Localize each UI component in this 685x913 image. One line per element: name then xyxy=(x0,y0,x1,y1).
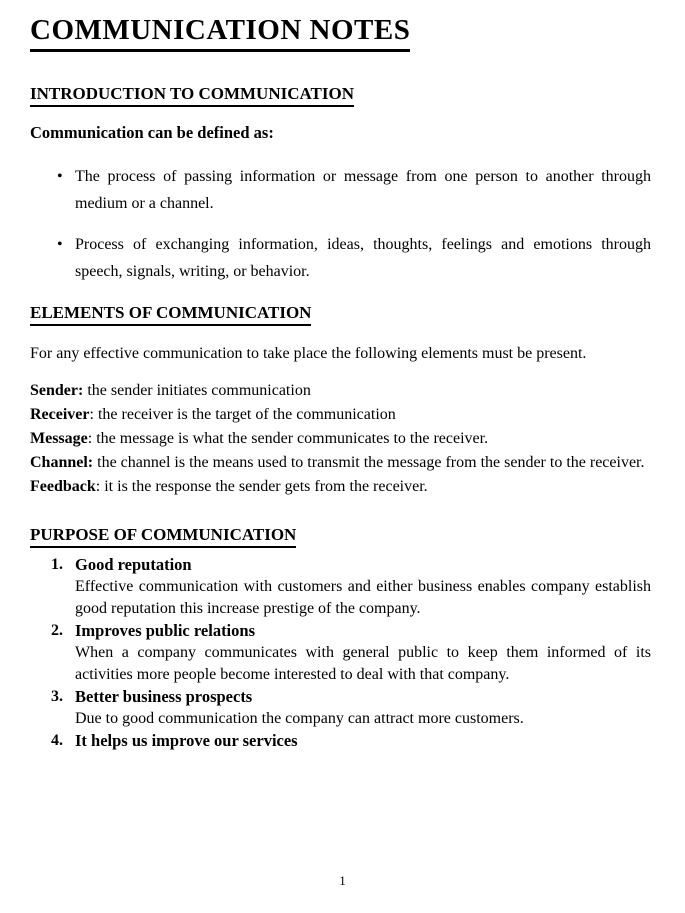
definition-line-receiver xyxy=(30,403,651,427)
section-purpose xyxy=(30,525,651,752)
introduction-lead: Communication can be defined as: xyxy=(30,123,274,142)
purpose-item-title: It helps us improve our services xyxy=(75,731,298,750)
bullet-text: The process of passing information or message from one person to another through medium or a channel. xyxy=(75,168,651,212)
document-title: COMMUNICATION NOTES xyxy=(30,14,410,52)
section-introduction xyxy=(30,84,651,285)
list-item xyxy=(51,730,651,752)
introduction-heading: INTRODUCTION TO COMMUNICATION xyxy=(30,84,354,107)
definition-line-message xyxy=(30,427,651,451)
definition-text: : the receiver is the target of the communication xyxy=(89,406,396,423)
list-item xyxy=(57,163,651,217)
bullet-text: Process of exchanging information, ideas, thoughts, feelings and emotions through speech, signals, writing, or behavior. xyxy=(75,236,651,280)
purpose-item-body: Due to good communication the company can attract more customers. xyxy=(75,710,524,727)
list-number: 4. xyxy=(51,732,63,749)
purpose-item-title: Better business prospects xyxy=(75,687,253,706)
list-item xyxy=(51,620,651,686)
definition-term: Sender: xyxy=(30,382,84,399)
purpose-numbered-list xyxy=(30,554,651,752)
definition-text: the channel is the means used to transmit the message from the sender to the receiver. xyxy=(93,454,645,471)
definition-term: Feedback xyxy=(30,478,96,495)
definition-bullet-list xyxy=(30,163,651,285)
elements-lead: For any effective communication to take place the following elements must be present. xyxy=(30,345,587,362)
list-number: 1. xyxy=(51,556,63,573)
purpose-heading: PURPOSE OF COMMUNICATION xyxy=(30,525,296,548)
bullet-icon: • xyxy=(57,236,63,253)
bullet-icon: • xyxy=(57,168,63,185)
definition-term: Channel: xyxy=(30,454,94,471)
elements-heading: ELEMENTS OF COMMUNICATION xyxy=(30,303,311,326)
purpose-item-body: Effective communication with customers and either business enables company establish good reputation this increase prestige of the company. xyxy=(75,578,651,617)
elements-definition-list xyxy=(30,379,651,499)
section-elements xyxy=(30,303,651,499)
list-item xyxy=(57,231,651,285)
definition-line-sender xyxy=(30,379,651,403)
page-number: 1 xyxy=(339,873,346,888)
definition-term: Receiver xyxy=(30,406,90,423)
list-item xyxy=(51,686,651,730)
definition-line-feedback xyxy=(30,475,651,499)
list-number: 2. xyxy=(51,622,63,639)
list-number: 3. xyxy=(51,688,63,705)
definition-term: Message xyxy=(30,430,88,447)
purpose-item-title: Improves public relations xyxy=(75,621,255,640)
purpose-item-title: Good reputation xyxy=(75,555,192,574)
purpose-item-body: When a company communicates with general public to keep them informed of its activities more people become interested to deal with that company. xyxy=(75,644,651,683)
list-item xyxy=(51,554,651,620)
definition-text: the sender initiates communication xyxy=(83,382,311,399)
definition-line-channel xyxy=(30,451,651,475)
definition-text: : the message is what the sender communicates to the receiver. xyxy=(87,430,489,447)
definition-text: : it is the response the sender gets from the receiver. xyxy=(95,478,428,495)
